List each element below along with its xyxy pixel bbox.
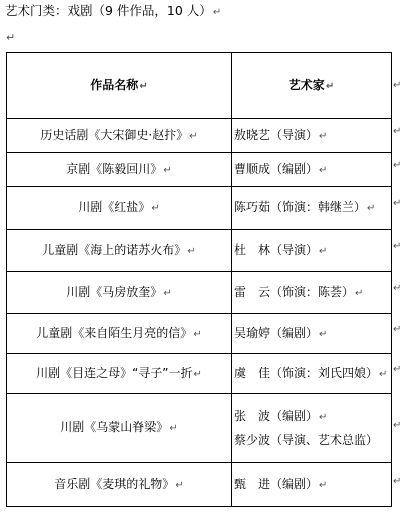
work-name-cell: 京剧《陈毅回川》↵: [7, 153, 232, 187]
table-row: [7, 463, 392, 507]
paragraph-mark-icon: ↵: [393, 420, 402, 431]
table-row: [7, 314, 392, 354]
artist-cell: 敖晓艺（导演）↵: [232, 119, 392, 153]
paragraph-mark-icon: ↵: [393, 80, 402, 91]
work-name-cell: 川剧《红盐》↵: [7, 187, 232, 230]
work-name-cell: 川剧《乌蒙山脊梁》↵: [7, 394, 232, 463]
paragraph-mark-icon: ↵: [393, 126, 402, 137]
artist-cell: 曹顺成（编剧）↵: [232, 153, 392, 187]
table-row: [7, 354, 392, 394]
table-row: [7, 272, 392, 314]
paragraph-mark-icon: ↵: [393, 364, 402, 375]
artist-cell: 张 波（编剧）↵ 蔡少波（导演、艺术总监）: [232, 394, 392, 463]
paragraph-mark-icon: ↵: [393, 241, 402, 252]
works-table: [6, 52, 392, 507]
paragraph-mark-icon: ↵: [393, 160, 402, 171]
header-work-name: 作品名称↵: [7, 53, 232, 119]
table-header-row: [7, 53, 392, 119]
work-name-cell: 儿童剧《海上的诺苏火布》↵: [7, 230, 232, 272]
paragraph-mark-icon: ↵: [393, 198, 402, 209]
work-name-cell: 川剧《目连之母》“寻子”一折↵: [7, 354, 232, 394]
work-name-cell: 音乐剧《麦琪的礼物》↵: [7, 463, 232, 507]
artist-cell: 杜 林（导演）↵: [232, 230, 392, 272]
artist-cell: 雷 云（饰演：陈荟）↵: [232, 272, 392, 314]
work-name-cell: 儿童剧《来自陌生月亮的信》↵: [7, 314, 232, 354]
header-artist: 艺术家↵: [232, 53, 392, 119]
table-row: [7, 153, 392, 187]
category-heading-text: 艺术门类：戏剧（9 件作品，10 人）: [5, 3, 212, 18]
table-row: [7, 187, 392, 230]
paragraph-mark-icon: ↵: [393, 476, 402, 487]
artist-cell: 陈巧茹（饰演：韩继兰）↵: [232, 187, 392, 230]
paragraph-mark-icon: ↵: [6, 31, 16, 44]
paragraph-mark-icon: ↵: [393, 283, 402, 294]
paragraph-mark-icon: ↵: [393, 324, 402, 335]
artist-cell: 吴瑜婷（编剧）↵: [232, 314, 392, 354]
artist-cell: 甄 进（编剧）↵: [232, 463, 392, 507]
work-name-cell: 川剧《马房放奎》↵: [7, 272, 232, 314]
work-name-cell: 历史话剧《大宋御史·赵抃》↵: [7, 119, 232, 153]
category-heading: [5, 3, 221, 21]
table-row: [7, 394, 392, 463]
paragraph-mark-icon: ↵: [212, 7, 222, 18]
artist-cell: 虞 佳（饰演：刘氏四娘）↵: [232, 354, 392, 394]
table-row: [7, 119, 392, 153]
table-row: [7, 230, 392, 272]
